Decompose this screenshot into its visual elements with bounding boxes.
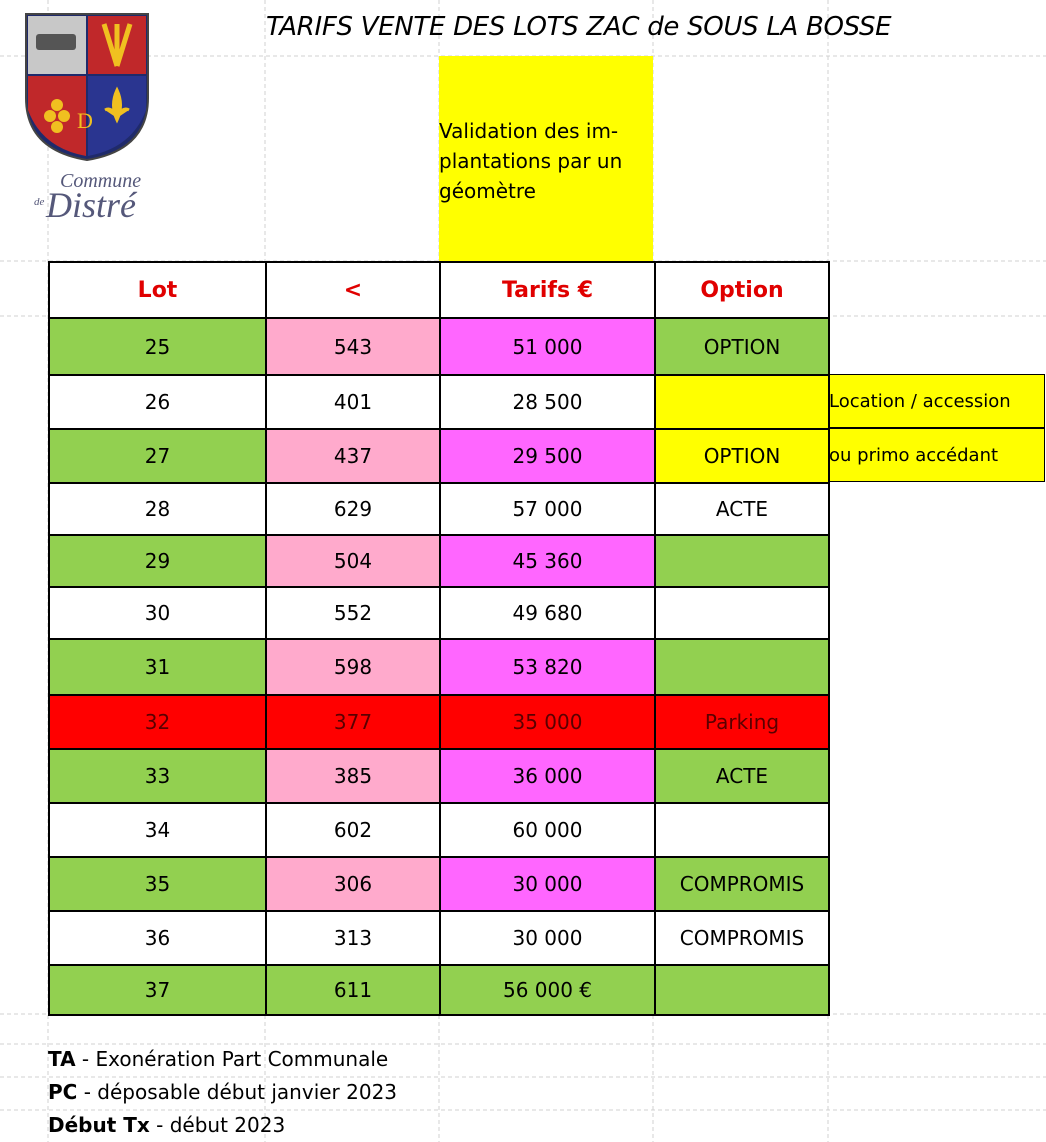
table-row — [49, 911, 829, 965]
validation-note: Validation des im-plantations par un géomètre — [439, 56, 653, 261]
footer-label: Début Tx — [48, 1113, 150, 1137]
header-lot: Lot — [49, 262, 266, 318]
cell-option: OPTION — [655, 429, 829, 483]
footer-text: - Exonération Part Communale — [75, 1047, 389, 1071]
cell-option: ACTE — [655, 483, 829, 535]
table-row — [49, 483, 829, 535]
cell-lot: 31 — [49, 639, 266, 695]
cell-area: 611 — [266, 965, 440, 1015]
footer-text: - déposable début janvier 2023 — [77, 1080, 398, 1104]
cell-area: 504 — [266, 535, 440, 587]
table-row — [49, 318, 829, 375]
cell-price: 56 000 € — [440, 965, 655, 1015]
cell-lot: 36 — [49, 911, 266, 965]
cell-area: 377 — [266, 695, 440, 749]
cell-area: 543 — [266, 318, 440, 375]
table-row — [49, 749, 829, 803]
table-row — [49, 803, 829, 857]
logo-text — [24, 158, 154, 228]
cell-price: 36 000 — [440, 749, 655, 803]
cell-option: Parking — [655, 695, 829, 749]
cell-lot: 26 — [49, 375, 266, 429]
cell-option — [655, 535, 829, 587]
page-title: TARIFS VENTE DES LOTS ZAC de SOUS LA BOSSE — [266, 12, 892, 42]
cell-area: 602 — [266, 803, 440, 857]
cell-area: 313 — [266, 911, 440, 965]
cell-lot: 37 — [49, 965, 266, 1015]
cell-lot: 27 — [49, 429, 266, 483]
cell-option — [655, 375, 829, 429]
footer-text: - début 2023 — [149, 1113, 286, 1137]
table-row — [49, 695, 829, 749]
cell-option — [655, 639, 829, 695]
cell-lot: 32 — [49, 695, 266, 749]
cell-area: 552 — [266, 587, 440, 639]
cell-price: 49 680 — [440, 587, 655, 639]
table-row — [49, 639, 829, 695]
cell-option — [655, 965, 829, 1015]
cell-lot: 35 — [49, 857, 266, 911]
cell-lot: 30 — [49, 587, 266, 639]
footer-label: TA — [48, 1047, 76, 1071]
cell-price: 53 820 — [440, 639, 655, 695]
cell-price: 45 360 — [440, 535, 655, 587]
cell-area: 598 — [266, 639, 440, 695]
side-note-primo: ou primo accédant — [828, 428, 1045, 482]
cell-area: 401 — [266, 375, 440, 429]
cell-price: 30 000 — [440, 857, 655, 911]
table-row — [49, 965, 829, 1015]
lots-price-table — [48, 261, 830, 1016]
cell-price: 29 500 — [440, 429, 655, 483]
cell-lot: 29 — [49, 535, 266, 587]
cell-price: 60 000 — [440, 803, 655, 857]
table-row — [49, 857, 829, 911]
logo-de-text: de — [34, 196, 45, 208]
cell-option: COMPROMIS — [655, 857, 829, 911]
cell-lot: 33 — [49, 749, 266, 803]
cell-option — [655, 803, 829, 857]
cell-area: 385 — [266, 749, 440, 803]
cell-price: 35 000 — [440, 695, 655, 749]
footer-line-debut — [48, 1113, 285, 1137]
logo-distre-text: Distré — [46, 185, 136, 225]
cell-price: 57 000 — [440, 483, 655, 535]
cell-lot: 28 — [49, 483, 266, 535]
table-body — [49, 318, 829, 1015]
table-header-row — [49, 262, 829, 318]
side-note-location: Location / accession — [828, 374, 1045, 428]
cell-lot: 34 — [49, 803, 266, 857]
table-row — [49, 429, 829, 483]
logo-commune-text: Commune — [60, 170, 142, 192]
table-row — [49, 587, 829, 639]
footer-line-pc — [48, 1080, 397, 1104]
cell-price: 51 000 — [440, 318, 655, 375]
header-area: < — [266, 262, 440, 318]
cell-option: OPTION — [655, 318, 829, 375]
cell-option: COMPROMIS — [655, 911, 829, 965]
footer-label: PC — [48, 1080, 78, 1104]
svg-text:D: D — [77, 108, 93, 133]
table-row — [49, 535, 829, 587]
cell-price: 30 000 — [440, 911, 655, 965]
cell-area: 306 — [266, 857, 440, 911]
cell-price: 28 500 — [440, 375, 655, 429]
cell-area: 437 — [266, 429, 440, 483]
header-price: Tarifs € — [440, 262, 655, 318]
cell-lot: 25 — [49, 318, 266, 375]
cell-option: ACTE — [655, 749, 829, 803]
cell-area: 629 — [266, 483, 440, 535]
header-option: Option — [655, 262, 829, 318]
cell-option — [655, 587, 829, 639]
footer-line-ta — [48, 1047, 388, 1071]
table-row — [49, 375, 829, 429]
